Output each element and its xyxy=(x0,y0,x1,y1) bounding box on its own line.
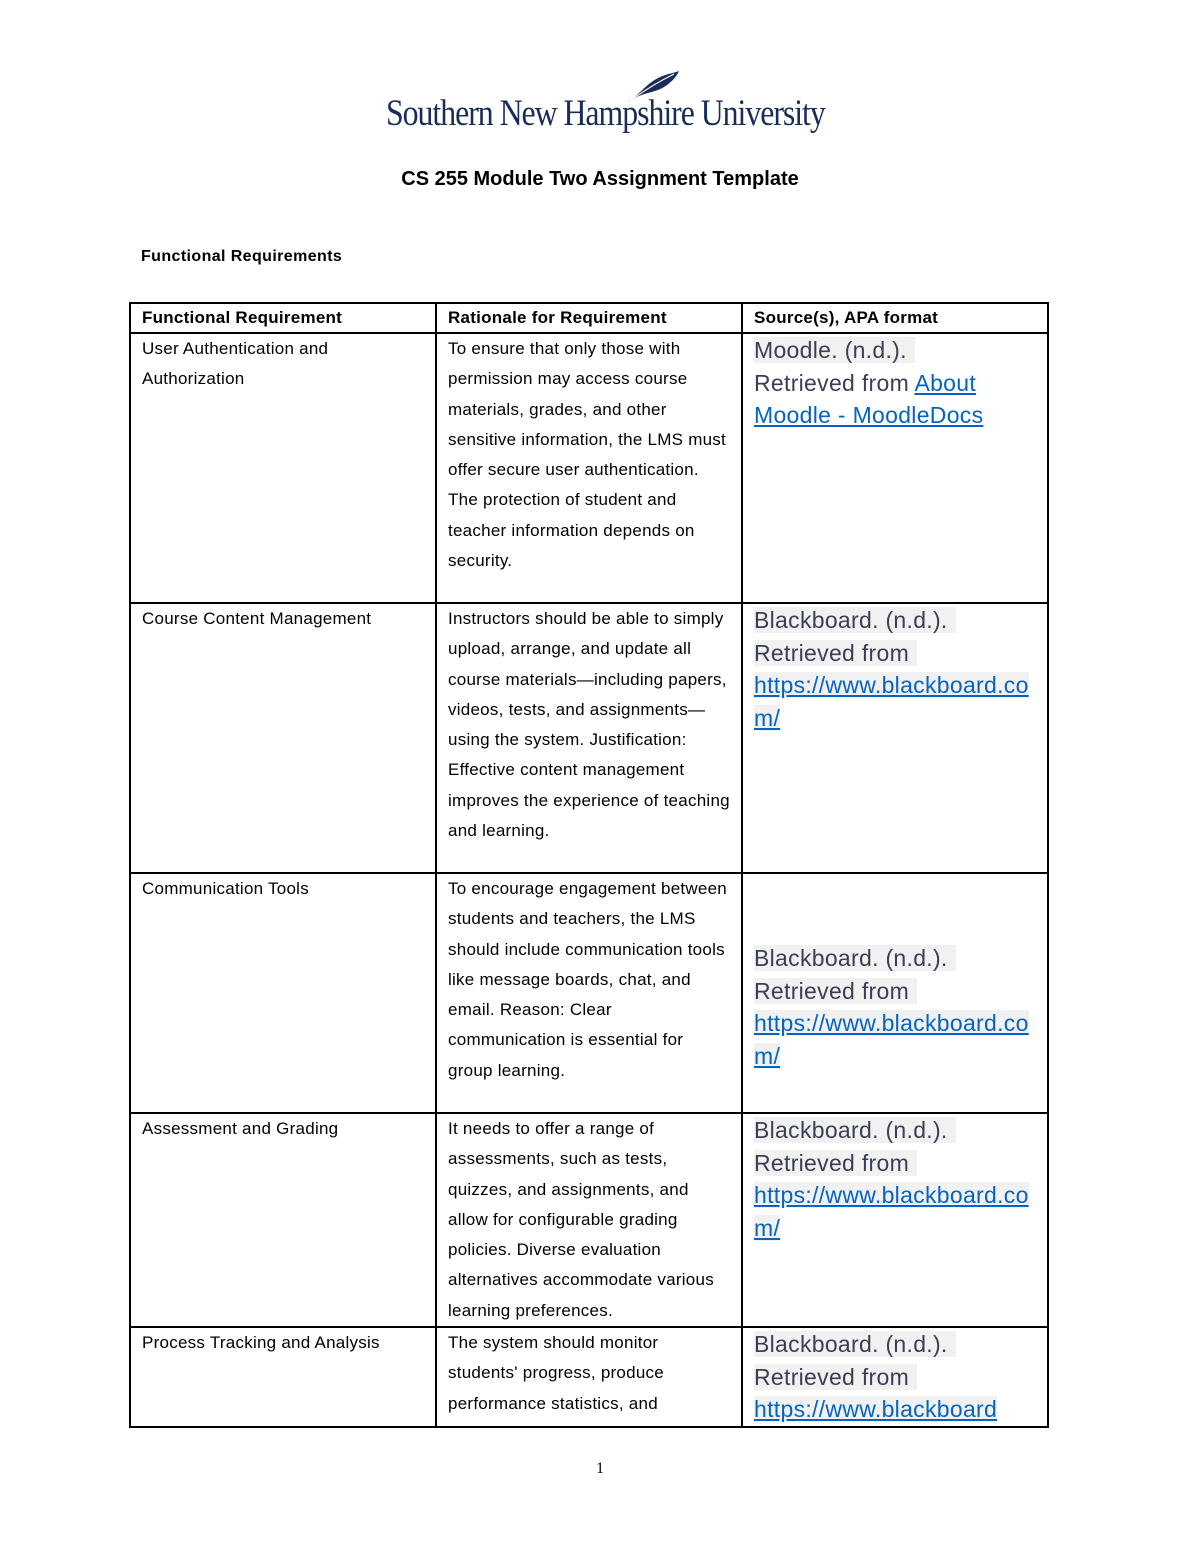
requirement-cell: Process Tracking and Analysis xyxy=(130,1327,436,1427)
source-retrieved: Retrieved from xyxy=(754,1150,917,1176)
logo-text: Southern New Hampshire University xyxy=(386,93,825,134)
source-citation: Blackboard. (n.d.). xyxy=(754,945,956,971)
requirement-cell: Communication Tools xyxy=(130,873,436,1113)
university-logo xyxy=(386,70,825,136)
section-heading: Functional Requirements xyxy=(141,248,343,265)
rationale-cell: It needs to offer a range of assessments, such as tests, quizzes, and assignments, and allow for configurable grading policies. Diverse evaluation alternatives accommodate various learning preferences. xyxy=(436,1113,742,1327)
table-row xyxy=(130,1113,1048,1327)
page-title: CS 255 Module Two Assignment Template xyxy=(401,168,799,190)
source-link[interactable]: https://www.blackboard.com/ xyxy=(754,1182,1029,1241)
column-header: Source(s), APA format xyxy=(742,303,1048,333)
table-row xyxy=(130,1327,1048,1427)
table-header-row xyxy=(130,303,1048,333)
requirement-cell: Assessment and Grading xyxy=(130,1113,436,1327)
page-number: 1 xyxy=(596,1460,604,1477)
source-retrieved: Retrieved from xyxy=(754,369,910,396)
source-cell xyxy=(742,1113,1048,1327)
source-cell xyxy=(742,1327,1048,1427)
source-link[interactable]: About Moodle - MoodleDocs xyxy=(754,369,984,428)
source-link[interactable]: https://www.blackboard.com/ xyxy=(754,672,1029,731)
source-cell xyxy=(742,873,1048,1113)
rationale-cell: To ensure that only those with permission may access course materials, grades, and other sensitive information, the LMS must offer secure user authentication. The protection of student and teacher information depends on security. xyxy=(436,333,742,603)
column-header: Functional Requirement xyxy=(130,303,436,333)
source-cell xyxy=(742,603,1048,873)
source-link[interactable]: https://www.blackboard xyxy=(754,1396,998,1423)
source-retrieved: Retrieved from xyxy=(754,640,917,666)
table-row xyxy=(130,603,1048,873)
source-citation: Blackboard. (n.d.). xyxy=(754,607,956,633)
source-citation: Blackboard. (n.d.). xyxy=(754,1331,956,1357)
source-retrieved: Retrieved from xyxy=(754,978,917,1004)
source-link[interactable]: https://www.blackboard.com/ xyxy=(754,1010,1029,1069)
requirement-cell: Course Content Management xyxy=(130,603,436,873)
rationale-cell: To encourage engagement between students and teachers, the LMS should include communication tools like message boards, chat, and email. Reason: Clear communication is essential for group learning. xyxy=(436,873,742,1113)
requirement-cell: User Authentication and Authorization xyxy=(130,333,436,603)
table-row xyxy=(130,333,1048,603)
source-citation: Blackboard. (n.d.). xyxy=(754,1117,956,1143)
rationale-cell: Instructors should be able to simply upload, arrange, and update all course materials—including papers, videos, tests, and assignments—using the system. Justification: Effective content management improves the experience of teaching and learning. xyxy=(436,603,742,873)
source-cell xyxy=(742,333,1048,603)
source-retrieved: Retrieved from xyxy=(754,1364,917,1390)
column-header: Rationale for Requirement xyxy=(436,303,742,333)
requirements-table xyxy=(129,302,1049,1428)
rationale-cell: The system should monitor students' progress, produce performance statistics, and xyxy=(436,1327,742,1427)
source-citation: Moodle. (n.d.). xyxy=(754,337,915,363)
table-row xyxy=(130,873,1048,1113)
